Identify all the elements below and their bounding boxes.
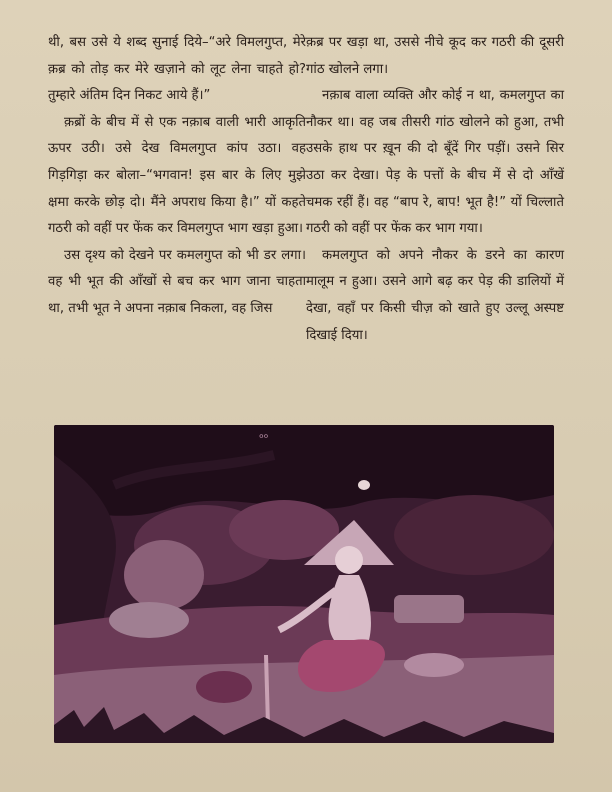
sack	[196, 671, 252, 703]
left-text-column	[48, 30, 306, 323]
walking-stick	[266, 655, 268, 725]
stone	[109, 602, 189, 638]
paragraph: थी, बस उसे ये शब्द सुनाई दिये–“अरे विमलगुप्त, मेरे क़ब्र को तोड़ कर मेरे खज़ाने को लूट लेना चाहते हो? तुम्हारे अंतिम दिन निकट आये हैं।”	[48, 35, 306, 104]
paragraph: कमलगुप्त को अपने नौकर के डरने का कारण मालूम न हुआ। उसने आगे बढ़ कर पेड़ की डालियों में देखा, वहाँ पर किसी चीज़ को खाते हुए उल्लू अस्पष्ट दिखाई दिया।	[306, 247, 564, 343]
stone	[404, 653, 464, 677]
graveyard-illustration	[54, 425, 554, 743]
bush	[124, 540, 204, 610]
man-head	[335, 546, 363, 574]
paragraph: क़ब्रों के बीच में से एक नक़ाब वाली भारी आकृति ऊपर उठी। उसे देख विमलगुप्त कांप उठा। वह गिड़गिड़ा कर बोला–“भगवान! इस बार के लिए मुझे क्षमा करके छोड़ दो। मैंने अपराध किया है।” यों कहते गठरी को वहीं पर फेंक कर विमलगुप्त भाग खड़ा हुआ।	[48, 114, 306, 237]
paragraph: क़ब्र पर खड़ा था, उससे नीचे कूद कर गठरी की दूसरी गांठ खोलने लगा।	[306, 35, 564, 77]
paragraph: नक़ाब वाला व्यक्ति और कोई न था, कमलगुप्त का नौकर था। वह जब तीसरी गांठ खोलने को हुआ, तभी उसके हाथ पर ख़ून की दो बूँदें गिर पड़ीं। उसने सिर उठा कर देखा। पेड़ के पत्तों के बीच में से दो आँखें चमक रहीं हैं। वह “बाप रे, बाप! भूत है!” यों चिल्लाते गठरी को वहीं पर फेंक कर भाग गया।	[306, 88, 564, 237]
bush	[394, 495, 554, 575]
paragraph: उस दृश्य को देखने पर कमलगुप्त को भी डर लगा। वह भी भूत की आँखों से बच कर भाग जाना चाहता था, तभी भूत ने अपना नक़ाब निकला, वह जिस	[48, 247, 306, 316]
glowing-eye	[358, 480, 370, 490]
caption-mark: ००	[259, 432, 269, 442]
coffin-box	[394, 595, 464, 623]
right-text-column	[306, 30, 564, 349]
